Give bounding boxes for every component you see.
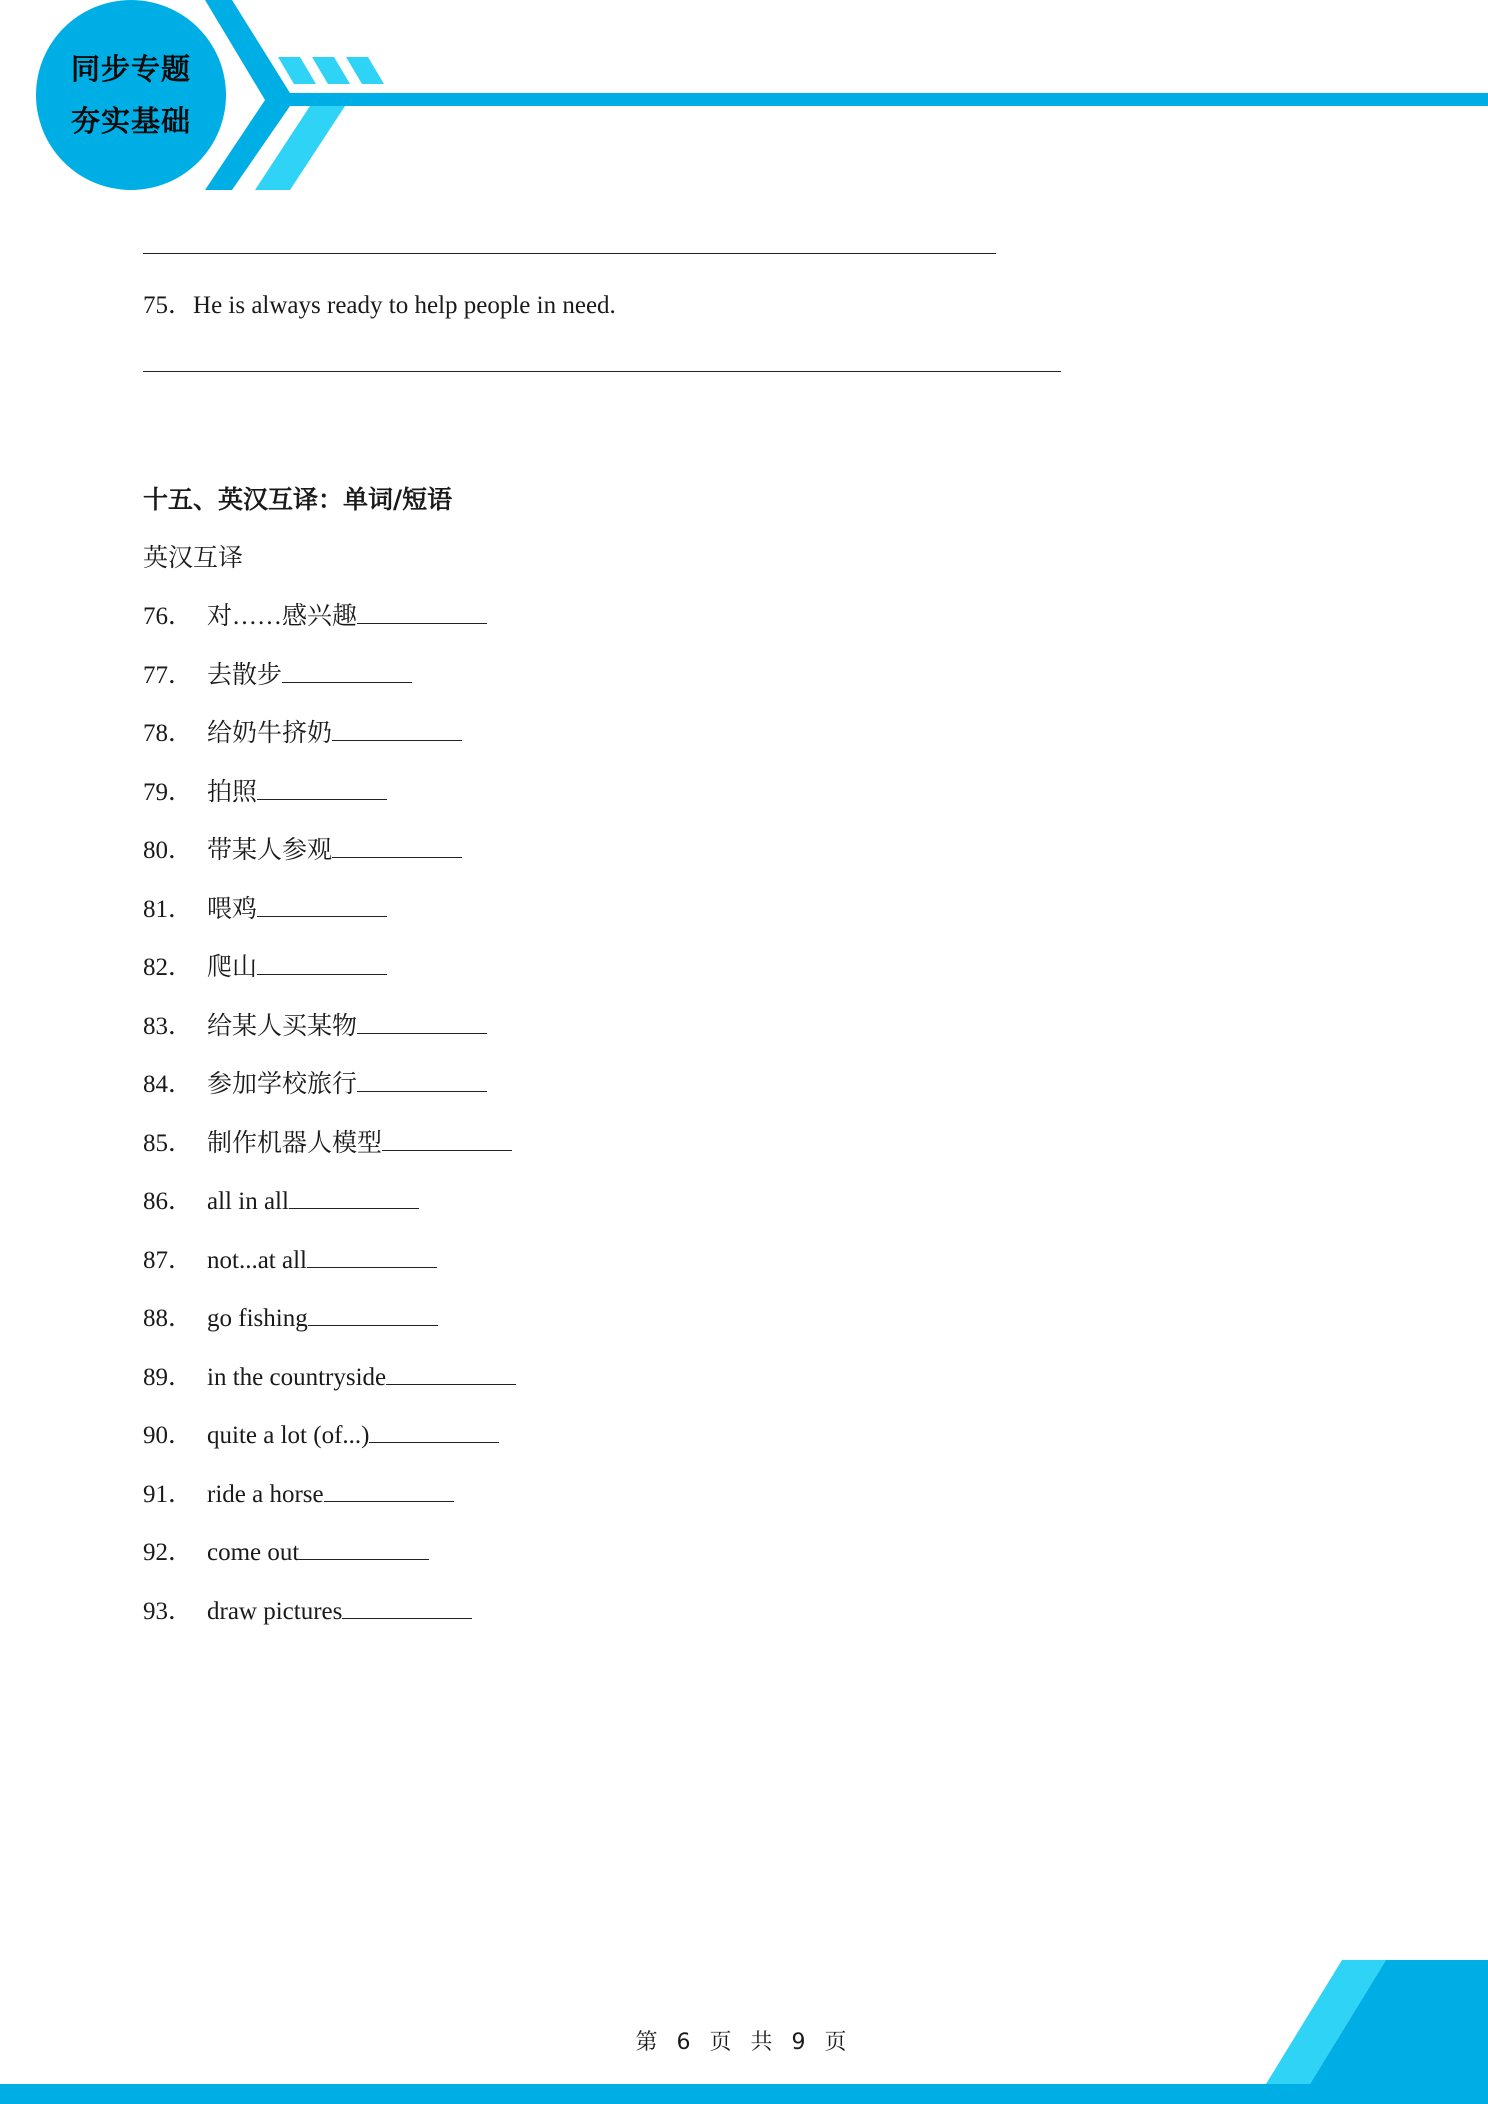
item-number: 78． [143,720,194,747]
list-item [143,713,462,749]
item-number: 77． [143,661,194,689]
section-title: 十五、英汉互译：单词/短语 [143,485,453,514]
item-number: 82． [143,954,194,981]
list-item [143,1591,472,1627]
answer-blank[interactable] [332,835,462,858]
list-item [143,1298,438,1334]
answer-blank[interactable] [382,1128,512,1151]
item-text: go fishing [207,1305,308,1332]
question-75-text: He is always ready to help people in need. [193,292,616,319]
item-number: 92． [143,1539,194,1566]
list-item [143,655,412,691]
answer-blank[interactable] [299,1537,429,1560]
item-number: 85． [143,1129,194,1157]
item-text: in the countryside [207,1363,387,1391]
item-text: all in all [207,1188,289,1215]
answer-blank[interactable] [357,1069,487,1092]
item-number: 90． [143,1422,194,1449]
header-badge [35,0,227,190]
answer-line-75 [143,371,1061,372]
question-75 [143,285,616,321]
list-item [143,1532,429,1568]
item-text: 去散步 [207,661,283,689]
list-item [143,1474,454,1510]
answer-line-74 [143,253,996,254]
list-item [143,1123,512,1159]
item-number: 87． [143,1246,194,1274]
list-item [143,947,387,983]
answer-blank[interactable] [289,1186,419,1209]
item-text: 对……感兴趣 [207,603,358,630]
item-number: 80． [143,837,194,864]
list-item [143,1064,487,1100]
badge-line-2: 夯实基础 [70,104,191,138]
list-item [143,1357,516,1393]
answer-blank[interactable] [257,777,387,800]
item-number: 81． [143,895,194,923]
item-text: 给某人买某物 [207,1012,358,1040]
list-item [143,1006,487,1042]
item-text: not...at all [207,1246,307,1274]
item-text: ride a horse [207,1480,324,1508]
item-number: 93． [143,1597,194,1625]
list-item [143,772,387,808]
answer-blank[interactable] [357,601,487,624]
answer-blank[interactable] [307,1245,437,1268]
item-number: 76． [143,603,194,630]
item-number: 88． [143,1305,194,1332]
page-number: 第 6 页 共 9 页 [635,2030,853,2055]
answer-blank[interactable] [386,1362,516,1385]
answer-blank[interactable] [257,894,387,917]
item-number: 91． [143,1480,194,1508]
item-text: 给奶牛挤奶 [207,720,333,747]
answer-blank[interactable] [369,1420,499,1443]
answer-blank[interactable] [342,1596,472,1619]
answer-blank[interactable] [257,952,387,975]
list-item [143,830,462,866]
answer-blank[interactable] [332,718,462,741]
answer-blank[interactable] [324,1479,454,1502]
item-text: 带某人参观 [207,837,333,864]
item-text: come out [207,1539,300,1566]
item-number: 84． [143,1071,194,1098]
answer-blank[interactable] [308,1303,438,1326]
answer-blank[interactable] [282,660,412,683]
item-text: 参加学校旅行 [207,1071,358,1098]
item-number: 79． [143,778,194,806]
badge-line-1: 同步专题 [70,52,191,86]
item-text: draw pictures [207,1597,343,1625]
item-text: 喂鸡 [207,895,258,923]
question-75-number: 75． [143,292,194,319]
list-item [143,1240,437,1276]
list-item [143,1415,499,1451]
item-text: quite a lot (of...) [207,1422,370,1449]
list-item [143,1181,419,1217]
item-number: 86． [143,1188,194,1215]
item-text: 拍照 [207,778,258,806]
item-text: 爬山 [207,954,258,981]
item-number: 89． [143,1363,194,1391]
section-subtitle: 英汉互译 [143,545,244,572]
answer-blank[interactable] [357,1011,487,1034]
item-number: 83． [143,1012,194,1040]
list-item [143,889,387,925]
list-item [143,596,487,632]
item-text: 制作机器人模型 [207,1129,383,1157]
